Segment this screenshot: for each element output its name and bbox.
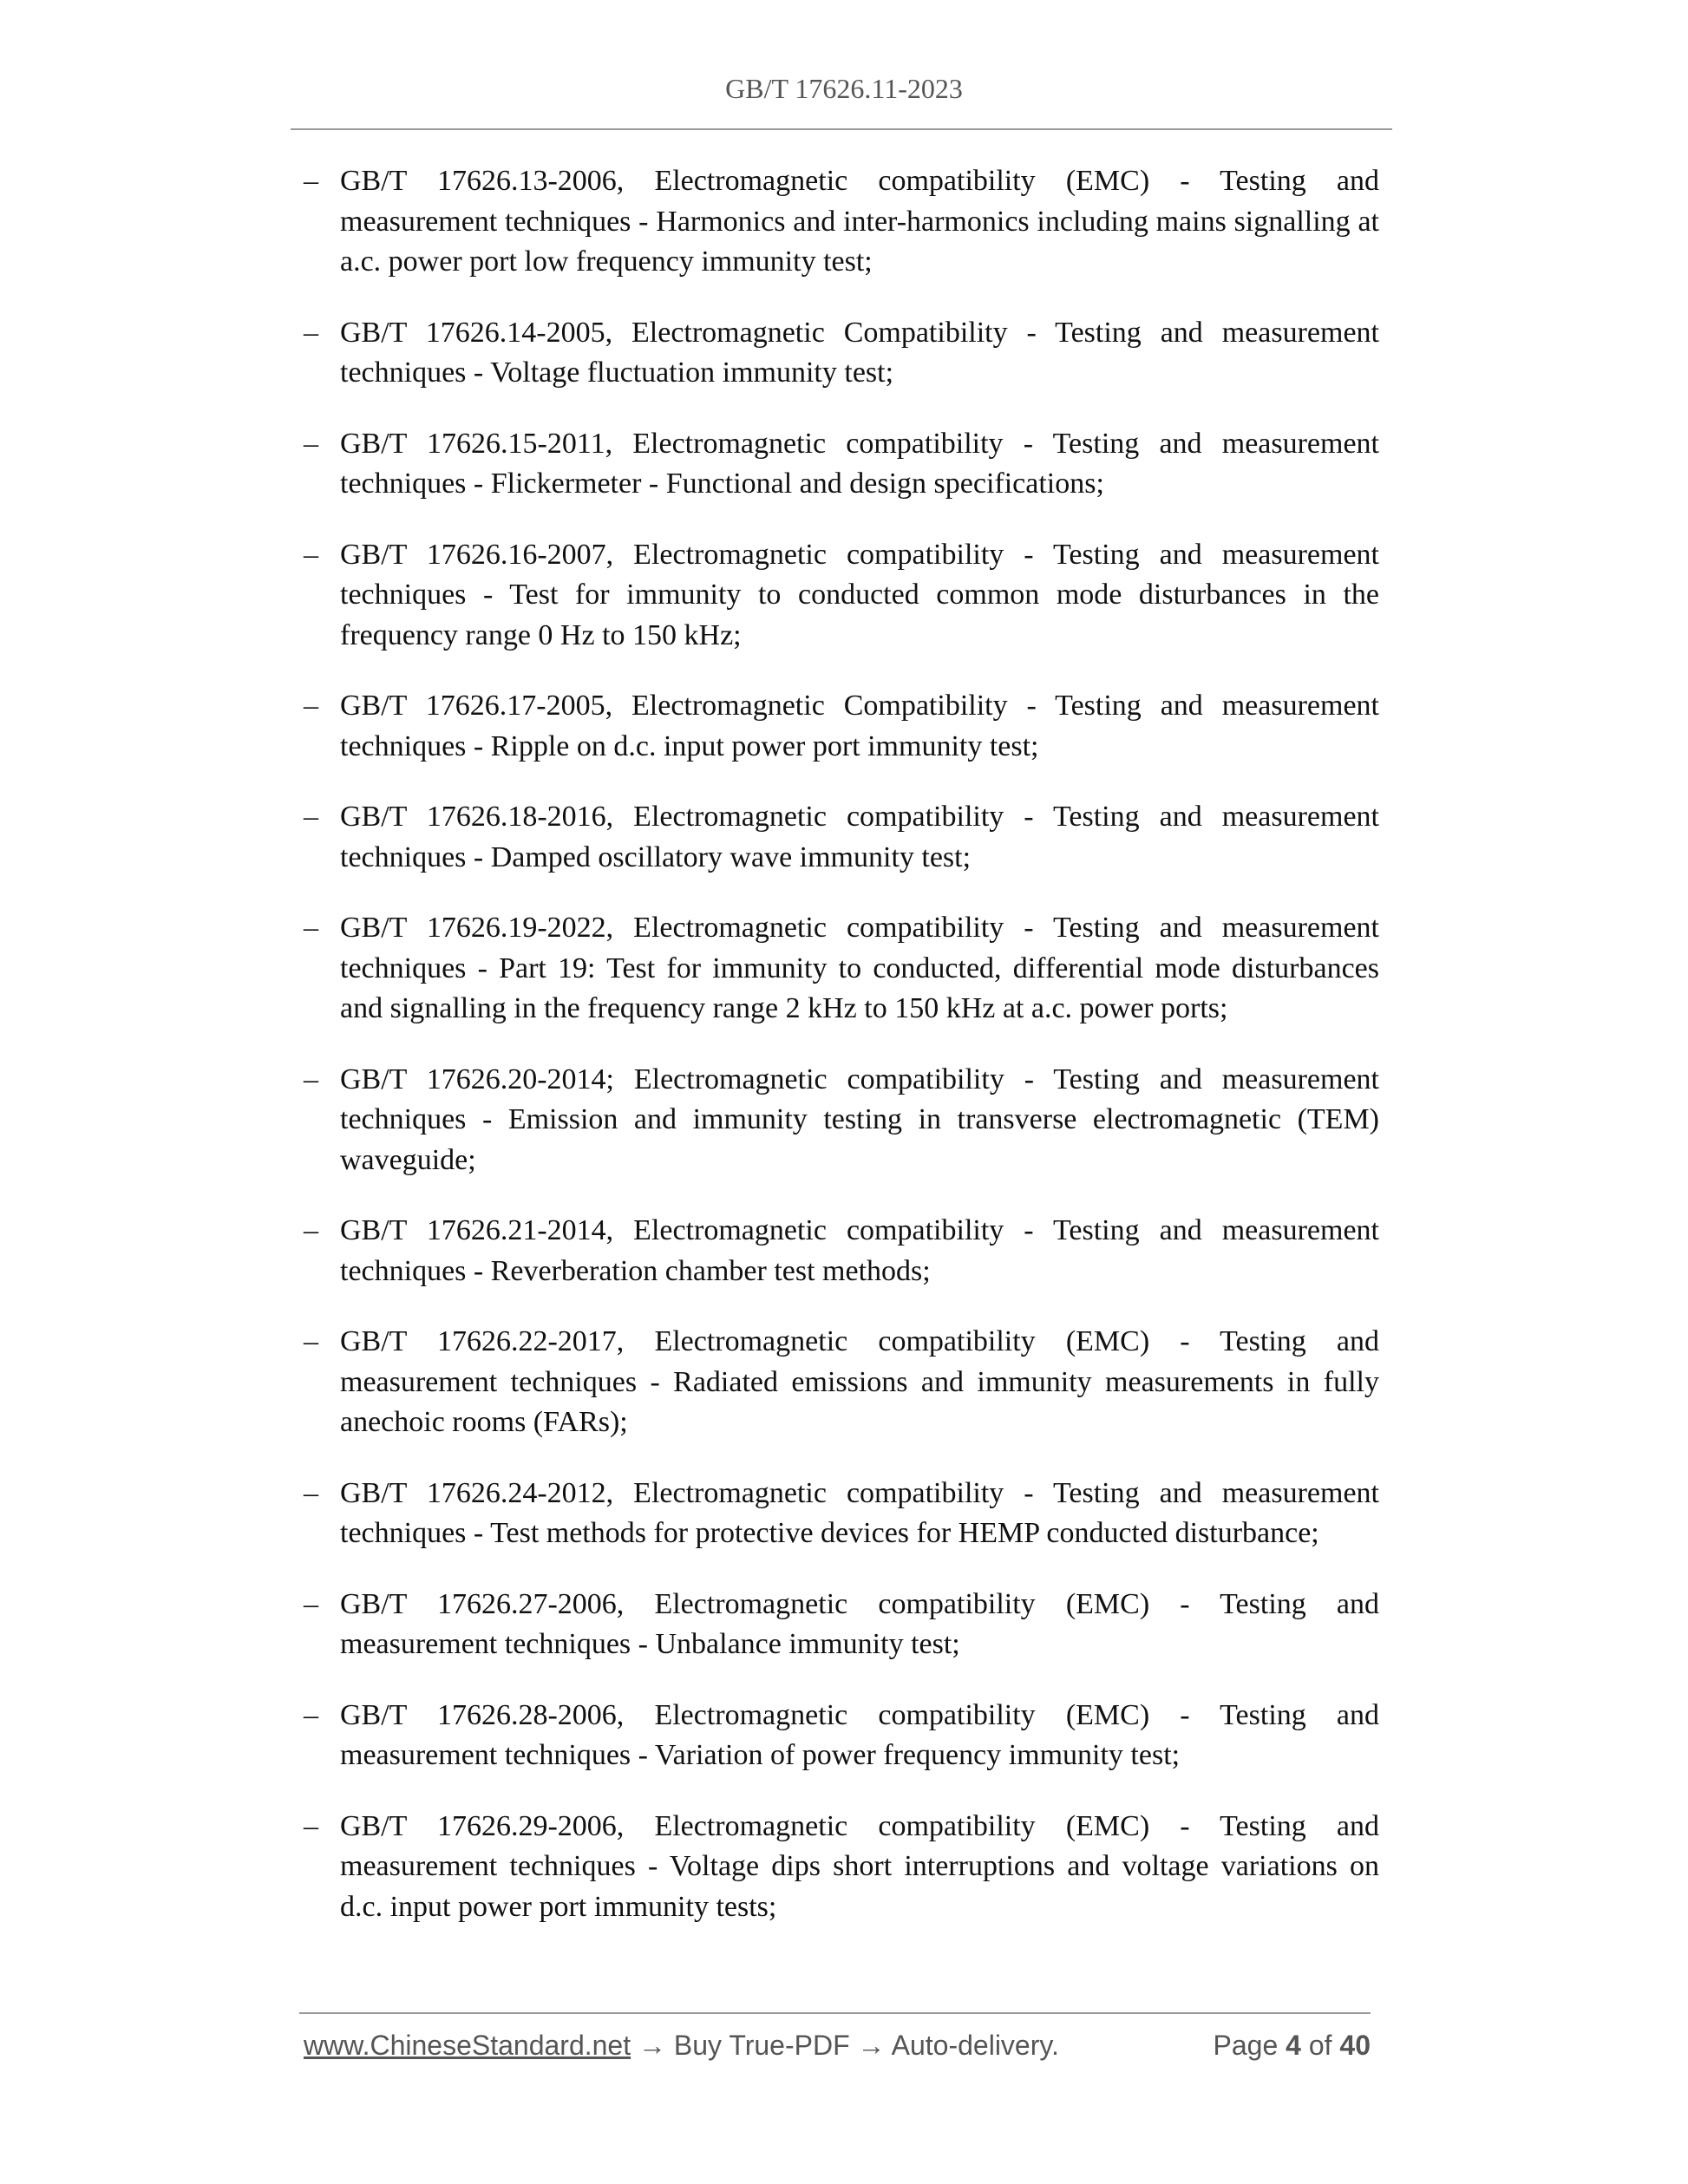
reference-text: GB/T 17626.15-2011, Electromagnetic compatibility - Testing and measurement techniques - Flickermeter - Functional and design specifications; xyxy=(340,427,1379,500)
bullet-dash: – xyxy=(304,801,318,833)
reference-text: GB/T 17626.24-2012, Electromagnetic compatibility - Testing and measurement techniques - Test methods for protective devices for HEMP conducted disturbance; xyxy=(340,1476,1379,1549)
footer-rule xyxy=(299,2012,1371,2014)
reference-text: GB/T 17626.27-2006, Electromagnetic compatibility (EMC) - Testing and measurement techniques - Unbalance immunity test; xyxy=(340,1587,1379,1660)
bullet-dash: – xyxy=(304,1698,318,1731)
page-number: 4 xyxy=(1286,2030,1301,2061)
reference-text: GB/T 17626.16-2007, Electromagnetic compatibility - Testing and measurement techniques - Test for immunity to conducted common mode disturbances in the frequency range 0 Hz to 150 kHz; xyxy=(340,538,1379,651)
reference-item xyxy=(304,313,1379,394)
reference-text: GB/T 17626.20-2014; Electromagnetic compatibility - Testing and measurement techniques - Emission and immunity testing in transverse electromagnetic (TEM) waveguide; xyxy=(340,1063,1379,1176)
reference-item xyxy=(304,1060,1379,1181)
page-label: Page xyxy=(1213,2030,1286,2061)
bullet-dash: – xyxy=(304,690,318,722)
bullet-dash: – xyxy=(304,165,318,197)
bullet-dash: – xyxy=(304,538,318,571)
reference-item xyxy=(304,1474,1379,1554)
website-link[interactable]: www.ChineseStandard.net xyxy=(304,2030,631,2061)
page-total: 40 xyxy=(1339,2030,1371,2061)
header-rule xyxy=(291,128,1392,130)
reference-text: GB/T 17626.22-2017, Electromagnetic compatibility (EMC) - Testing and measurement techniques - Radiated emissions and immunity measurements in fully anechoic rooms (FARs); xyxy=(340,1325,1379,1438)
bullet-dash: – xyxy=(304,1325,318,1357)
reference-item xyxy=(304,1807,1379,1928)
running-header: GB/T 17626.11-2023 xyxy=(725,73,963,104)
reference-item xyxy=(304,686,1379,767)
reference-item xyxy=(304,1585,1379,1665)
promo-text: → Buy True-PDF → Auto-delivery. xyxy=(631,2030,1059,2061)
bullet-dash: – xyxy=(304,1587,318,1620)
reference-list xyxy=(304,161,1379,1958)
reference-text: GB/T 17626.18-2016, Electromagnetic compatibility - Testing and measurement techniques - Damped oscillatory wave immunity test; xyxy=(340,801,1379,873)
reference-text: GB/T 17626.17-2005, Electromagnetic Compatibility - Testing and measurement techniques - Ripple on d.c. input power port immunity test; xyxy=(340,690,1379,762)
bullet-dash: – xyxy=(304,427,318,460)
reference-item xyxy=(304,1322,1379,1443)
reference-item xyxy=(304,1211,1379,1291)
reference-item xyxy=(304,424,1379,505)
of-label: of xyxy=(1300,2030,1340,2061)
reference-text: GB/T 17626.14-2005, Electromagnetic Compatibility - Testing and measurement techniques - Voltage fluctuation immunity test; xyxy=(340,316,1379,389)
footer-promo xyxy=(304,2030,1059,2062)
bullet-dash: – xyxy=(304,1063,318,1095)
page-indicator xyxy=(1214,2030,1371,2062)
reference-text: GB/T 17626.28-2006, Electromagnetic compatibility (EMC) - Testing and measurement techniques - Variation of power frequency immunity test; xyxy=(340,1698,1379,1771)
reference-item xyxy=(304,908,1379,1030)
reference-text: GB/T 17626.29-2006, Electromagnetic compatibility (EMC) - Testing and measurement techniques - Voltage dips short interruptions and voltage variations on d.c. input power port immunity tests; xyxy=(340,1809,1379,1923)
reference-text: GB/T 17626.13-2006, Electromagnetic compatibility (EMC) - Testing and measurement techniques - Harmonics and inter-harmonics including mains signalling at a.c. power port low frequency immunity test; xyxy=(340,165,1379,278)
reference-item xyxy=(304,535,1379,657)
bullet-dash: – xyxy=(304,1476,318,1509)
bullet-dash: – xyxy=(304,316,318,349)
bullet-dash: – xyxy=(304,912,318,944)
reference-text: GB/T 17626.21-2014, Electromagnetic compatibility - Testing and measurement techniques - Reverberation chamber test methods; xyxy=(340,1214,1379,1287)
footer xyxy=(304,2030,1371,2062)
reference-text: GB/T 17626.19-2022, Electromagnetic compatibility - Testing and measurement techniques - Part 19: Test for immunity to conducted, differential mode disturbances and signalling in the frequency range 2 kHz to 150 kHz at a.c. power ports; xyxy=(340,912,1379,1024)
bullet-dash: – xyxy=(304,1809,318,1842)
reference-item xyxy=(304,797,1379,878)
reference-item xyxy=(304,1696,1379,1776)
reference-item xyxy=(304,161,1379,283)
bullet-dash: – xyxy=(304,1214,318,1246)
